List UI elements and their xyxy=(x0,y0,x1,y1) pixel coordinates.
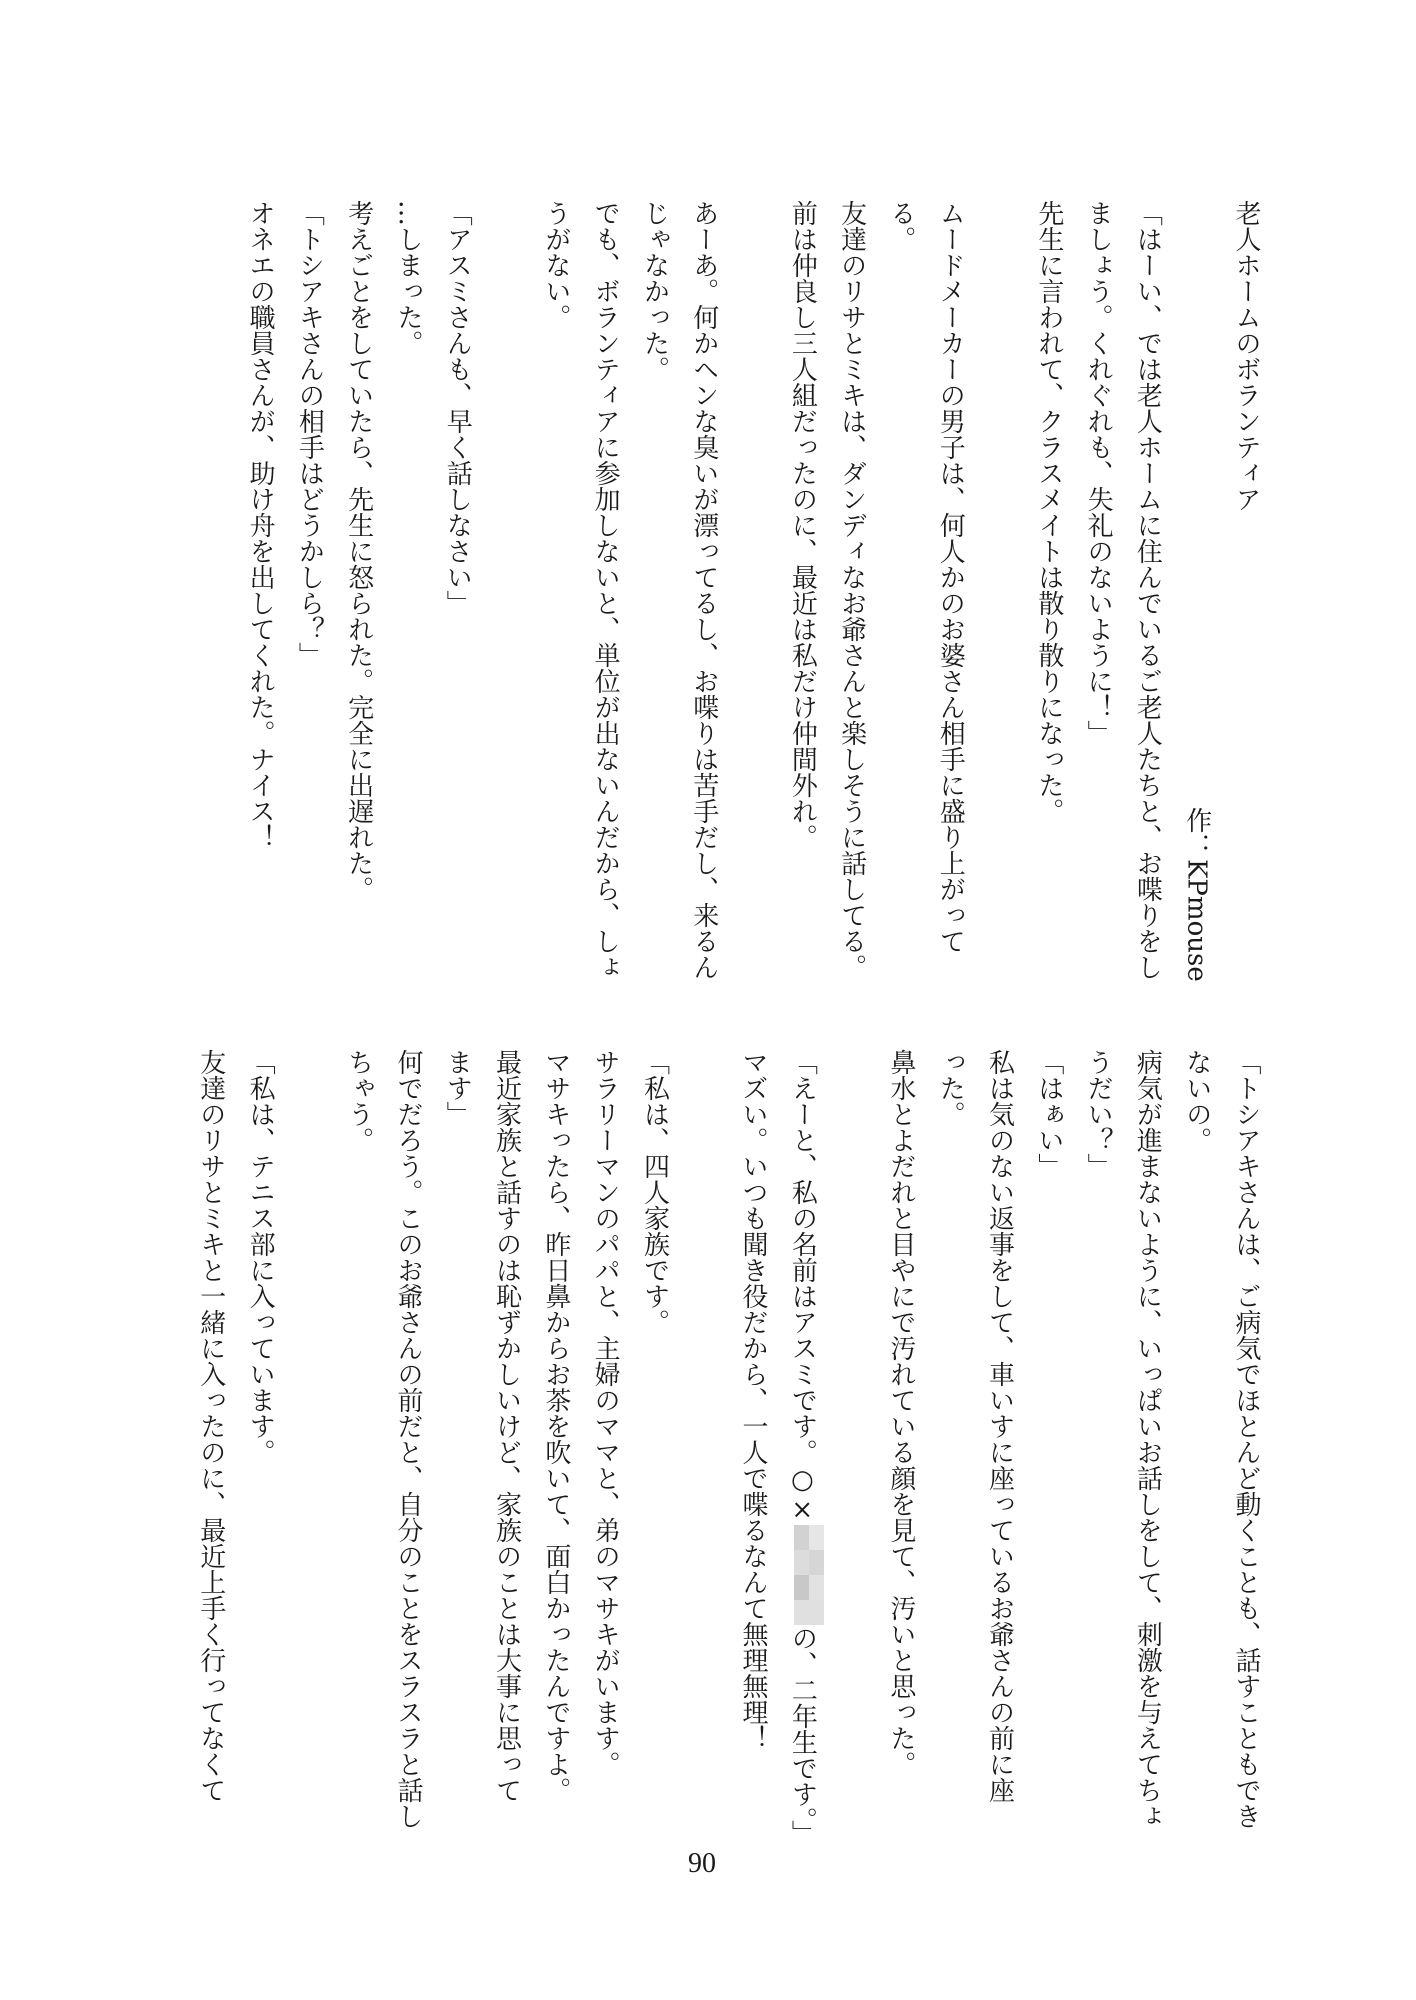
blank-line xyxy=(678,1049,727,1831)
text-line: …しまった。 xyxy=(392,200,423,356)
text-line: サラリーマンのパパと、主婦のママと、弟のマサキがいます。 xyxy=(590,1049,621,1777)
text-line: 何でだろう。このお爺さんの前だと、自分のことをスラスラと話し xyxy=(392,1049,423,1829)
text-line: 前は仲良し三人組だったのに、最近は私だけ仲間外れ。 xyxy=(787,200,818,850)
text-line: 「アスミさんも、早く話しなさい」 xyxy=(442,200,473,616)
text-line: ましょう。くれぐれも、失礼のないように！」 xyxy=(1083,200,1114,746)
text-line: あーあ。何かヘンな臭いが漂ってるし、お喋りは苦手だし、来るん xyxy=(688,200,719,980)
text-line xyxy=(777,1049,826,1846)
text-line: うがない。 xyxy=(540,200,571,330)
text-line: じゃなかった。 xyxy=(639,200,670,382)
author-credit: 作：KPmouse xyxy=(1181,807,1212,982)
page-number: 90 xyxy=(688,1848,716,1879)
text-line: 「私は、テニス部に入っています。 xyxy=(245,1049,276,1465)
text-line: オネエの職員さんが、助け舟を出してくれた。ナイス！ xyxy=(245,200,276,850)
blank-line xyxy=(284,1049,333,1831)
text-line: 最近家族と話すのは恥ずかしいけど、家族のことは大事に思って xyxy=(491,1049,522,1803)
redacted-mosaic xyxy=(794,1525,824,1625)
text-line: マズい。いつも聞き役だから、一人で喋るなんて無理無理！ xyxy=(738,1049,769,1751)
upper-text-block xyxy=(235,200,1270,982)
lower-text-block xyxy=(185,1049,1270,1846)
text-line: 病気が進まないように、いっぱいお話しをして、刺激を与えてちょ xyxy=(1132,1049,1163,1829)
text-line: マサキったら、昨日鼻からお茶を吹いて、面白かったんですよ。 xyxy=(540,1049,571,1803)
text-line: 友達のリサとミキと一緒に入ったのに、最近上手く行ってなくて xyxy=(195,1049,226,1803)
text-segment: 「えーと、私の名前はアスミです。○× xyxy=(787,1049,818,1525)
text-line: 私は気のない返事をして、車いすに座っているお爺さんの前に座 xyxy=(984,1049,1015,1803)
text-line: ちゃう。 xyxy=(343,1049,374,1153)
text-line: 友達のリサとミキは、ダンディなお爺さんと楽しそうに話してる。 xyxy=(836,200,867,980)
text-line: 「はーい、では老人ホームに住んでいるご老人たちと、お喋りをし xyxy=(1132,200,1163,980)
text-line: うだい？」 xyxy=(1083,1049,1114,1179)
text-line: る。 xyxy=(885,200,916,252)
blank-line xyxy=(826,1049,875,1831)
text-line: でも、ボランティアに参加しないと、単位が出ないんだから、しょ xyxy=(590,200,621,980)
text-line: 先生に言われて、クラスメイトは散り散りになった。 xyxy=(1033,200,1064,824)
text-line: 「はぁい」 xyxy=(1033,1049,1064,1179)
text-line: 「トシアキさんの相手はどうかしら？」 xyxy=(294,200,325,668)
blank-line xyxy=(481,200,530,982)
text-line: 鼻水とよだれと目やにで汚れている顔を見て、汚いと思った。 xyxy=(885,1049,916,1777)
text-line: った。 xyxy=(935,1049,966,1127)
text-line: 「トシアキさんは、ご病気でほとんど動くことも、話すこともでき xyxy=(1231,1049,1261,1829)
text-line: ムードメーカーの男子は、何人かのお婆さん相手に盛り上がって xyxy=(935,200,966,954)
text-line: 「私は、四人家族です。 xyxy=(639,1049,670,1335)
text-line: ないの。 xyxy=(1181,1049,1212,1153)
text-line: ます」 xyxy=(442,1049,473,1127)
text-line: 考えごとをしていたら、先生に怒られた。完全に出遅れた。 xyxy=(343,200,374,902)
text-segment: の、二年生です。」 xyxy=(787,1625,818,1846)
blank-line xyxy=(974,200,1023,982)
blank-line xyxy=(728,200,777,982)
story-title: 老人ホームのボランティア xyxy=(1231,200,1261,512)
